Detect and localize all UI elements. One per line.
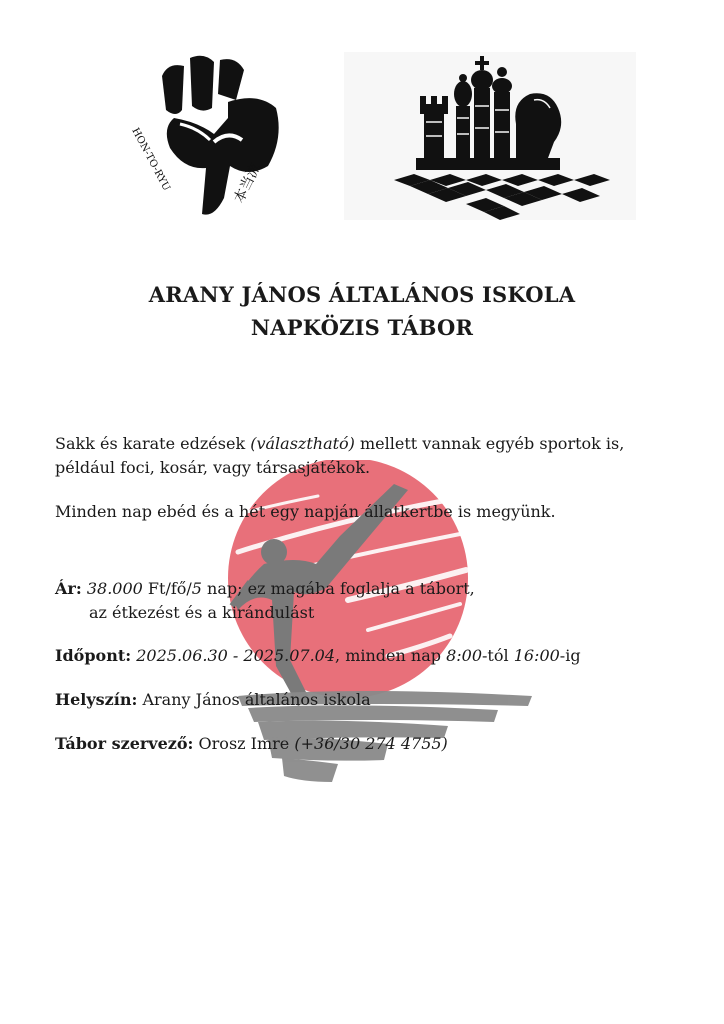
time-to-suffix: -ig [559,646,581,665]
location-label: Helyszín: [55,690,138,709]
time-from: 8:00 [446,646,483,665]
heading-camp-title: NAPKÖZIS TÁBOR [250,315,474,340]
price-label: Ár: [55,579,82,598]
organizer-name: Orosz Imre [193,734,295,753]
organizer-label: Tábor szervező: [55,734,194,753]
time-from-suffix: -tól [482,646,514,665]
chess-pieces-logo-icon [344,52,636,220]
intro-paragraph-activities [55,432,675,480]
intro-p1-optional: (választható) [250,434,355,453]
price-row [55,577,475,601]
fist-logo-icon [118,48,290,220]
date-range: 2025.06.30 - 2025.07.04 [136,646,336,665]
organizer-row [55,732,448,756]
organizer-phone: (+36/30 274 4755) [294,734,448,753]
heading-school-name: ARANY JÁNOS ÁLTALÁNOS ISKOLA [148,282,576,307]
flyer-heading [0,278,724,344]
fist-logo-latin-text: HON-TO-RYU [129,126,172,193]
price-days: 5 [191,579,202,598]
intro-p1-end: mellett vannak egyéb sportok is, például foci, kosár, vagy társasjátékok. [55,434,625,477]
date-label: Időpont: [55,646,132,665]
price-description: nap; ez magába foglalja a tábort, [201,579,475,598]
price-unit: Ft/fő/ [142,579,192,598]
intro-paragraph-lunch-zoo: Minden nap ebéd és a hét egy napján állatkertbe is megyünk. [55,502,556,521]
price-amount: 38.000 [86,579,143,598]
location-row [55,688,371,712]
date-mid-text: , minden nap [335,646,447,665]
date-row [55,644,581,668]
time-to: 16:00 [513,646,560,665]
intro-p1-start: Sakk és karate edzések [55,434,251,453]
price-row-continued: az étkezést és a kirándulást [89,603,315,622]
location-value: Arany János általános iskola [137,690,371,709]
fist-logo-kanji-text: 本当流 [231,160,265,206]
